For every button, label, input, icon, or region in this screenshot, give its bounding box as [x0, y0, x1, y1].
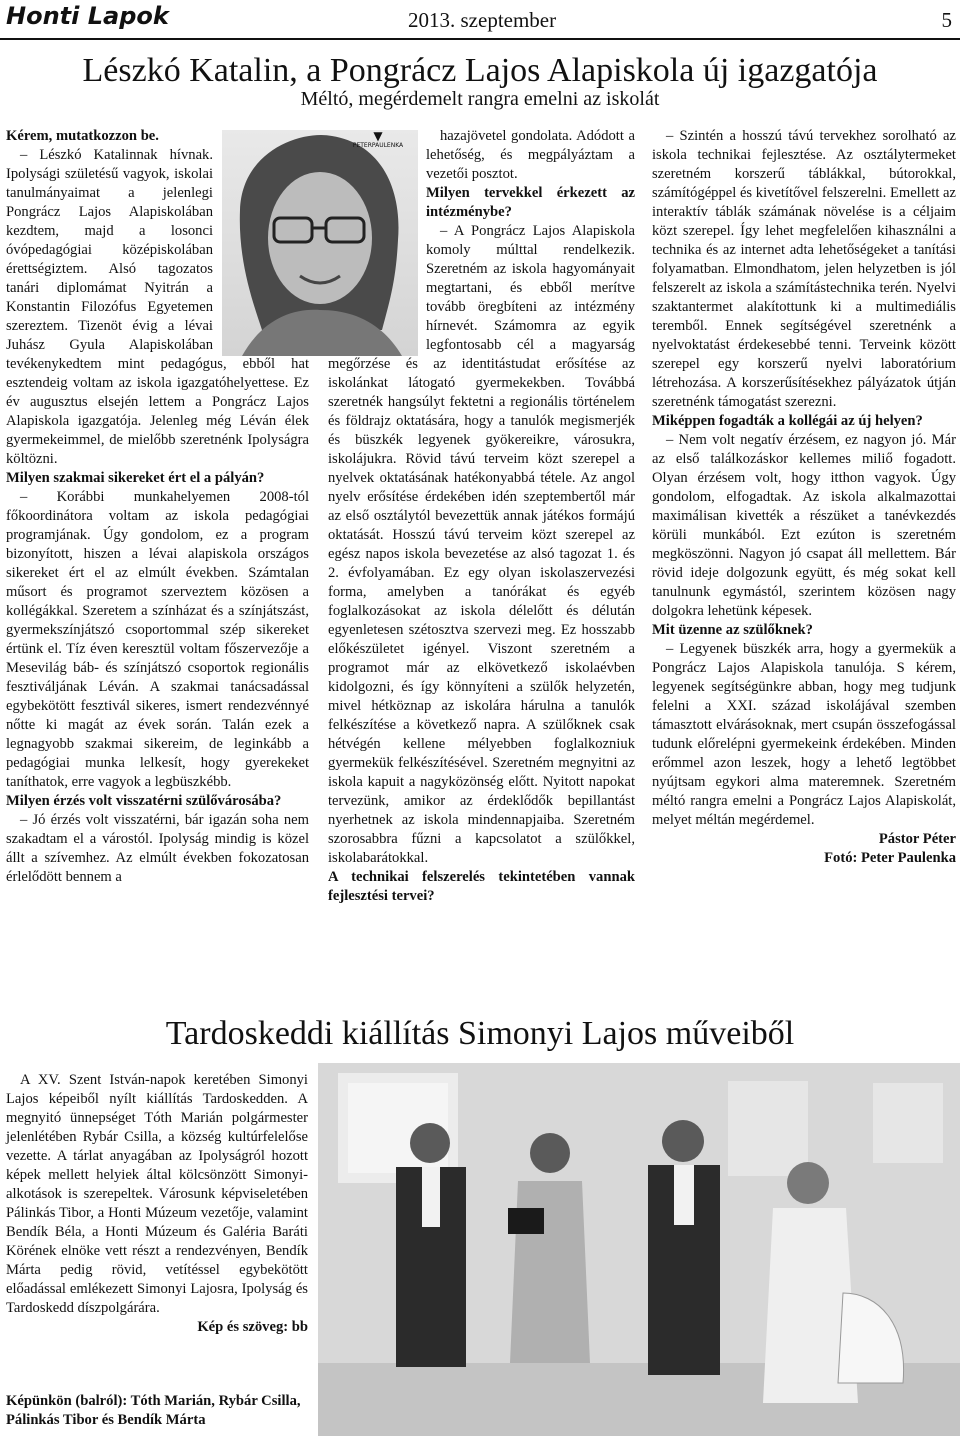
interview-answer: hazajövetel gondolata. Adódott a lehetőség, és megpályáztam a vezetői posztot.: [426, 128, 635, 182]
interview-question: Mit üzenne az szülőknek?: [652, 622, 813, 638]
photo-logo: ▼ PETERPAULENKA: [348, 130, 408, 150]
byline: Fotó: Peter Paulenka: [824, 850, 956, 866]
interview-question: Milyen érzés volt visszatérni szülővárosába?: [6, 793, 282, 809]
interview-question: Kérem, mutatkozzon be.: [6, 128, 159, 144]
interview-question: Milyen szakmai sikereket ért el a pályán?: [6, 470, 265, 486]
article-column-3: [652, 127, 956, 868]
interview-answer: – Lészkó Katalinnak hívnak. Ipolysági születésű vagyok, iskolai tanulmányaimat a jelenlegi Pongrácz Lajos Alapiskolában kezdtem, majd a losonci óvópedagógiai középiskolában érettségiztem. Alsó tagozatos tanári diplomámat Nyitrán a Konstantin Filozófus Egyetemen szereztem. Tizenöt évig a lévai Juhász Gyula Alapiskolában tevékenykedtem mint pedagógus, ebből hat esztendeig voltam az iskola igazgatóhelyettese. Ez év augusztus elsején lettem a Pongrácz Lajos Alapiskola igazgatója. Jelenleg még Léván élek gyermekeimmel, de mielőbb szeretnénk Ipolyságra költözni.: [6, 147, 309, 467]
issue-date: 2013. szeptember: [408, 8, 557, 32]
interview-question: Milyen tervekkel érkezett az intézménybe?: [426, 185, 635, 220]
interview-question: Miképpen fogadták a kollégái az új helyen?: [652, 413, 923, 429]
article2-body-column: [6, 1071, 308, 1337]
exhibition-illustration: [318, 1063, 960, 1436]
article2-title: Tardoskeddi kiállítás Simonyi Lajos műveiből: [165, 1015, 795, 1052]
interview-answer: – Jó érzés volt visszatérni, bár igazán soha nem szakadtam el a várostól. Ipolyság mindig is közel állt a szívemhez. Az elmúlt években fokozatosan érlelődött bennem a: [6, 812, 309, 885]
byline: Pástor Péter: [878, 831, 956, 847]
interview-answer: – A Pongrácz Lajos Alapiskola komoly múlttal rendelkezik. Szeretném az iskola hagyományait megtartani, és ebből merítve tovább öregbíteni az intézmény hírnevét. Számomra az egyik legfontosabb cél a magyarság megőrzése és az identitástudat erősítése az iskolánkat látogató gyermekekben. Továbbá szeretnék hangsúlyt fektetni a regionális történelem és földrajz oktatására, hogy a tanulók megismerjék és büszkék legyenek gyökereikre, városukra, iskolájukra. Rövid távú terveim közt szerepel a nyelvek oktatásának hatékonyabbá tétele. Az angol nyelv erősítése érdekében idén szeptembertől már az első osztálytól bevezettük annak játékos formájú oktatását. Hosszú távú terveim közt szerepel az egész napos iskola bevezetése az alsó tagozat 1. és 2. évfolyamában. Ez egy olyan iskolaszervezési forma, amelyben a tanórákat és egyéb foglalkozásokat az iskola délelőtt és délután egyenletesen szétosztva szervezi meg. Ez hosszabb előkészületet igényel. Viszont szeretném a programot már az elkövetkező iskolaévben kidolgozni, és így könnyíteni a szülők helyzetén, mivel hétköznap az iskolára hárulna a tanulók felkészítése a következő napra. A szülőknek csak hétvégén kellene mélyebben foglalkozniuk gyermekük felkészítésével. Szeretném megnyitni az iskola kapuit a nagyközönség előtt. Nyitott napokat tervezünk, amikor az érdeklődők bepillantást nyerhetnek az iskola mindennapjaiba. Szeretném szorosabbra fűzni a kapcsolatot a szülőkkel, iskolabarátokkal.: [328, 223, 635, 866]
article2-body: A XV. Szent István-napok keretében Simonyi Lajos képeiből nyílt kiállítás Tardoskedden. A megnyitó ünnepséget Tóth Marián polgármester jelenlétében Rybár Csilla, a község kultúrfelelőse vezette. A tárlat anyagában az Ipolyságról hozott képek mellett helyiek által kölcsönzött Simonyi-alkotások is szerepeltek. Városunk képviseletében Pálinkás Tibor, a Honti Múzeum vezetője, valamint Bendík Béla, a Honti Múzeum és Galéria Baráti Körének elnöke vett részt a rendezvényen, Bendík Márta pedig rövid, vetítéssel egybekötött előadással emlékezett Simonyi Lajosra, Ipolyság és Tardoskedd díszpolgárára.: [6, 1072, 308, 1316]
photo-float-spacer: [219, 127, 309, 353]
article-title: Lészkó Katalin, a Pongrácz Lajos Alapiskola új igazgatója: [82, 52, 878, 89]
interview-answer: – Korábbi munkahelyemen 2008-tól főkoordinátora voltam az iskola pedagógiai programjának. Úgy gondolom, ez a program bizonyított, hiszen a lévai alapiskola országos sikereket ért el az elmúlt években. Számtalan műsort és programot szerveztem közösen a kollégákkal. Szeretem a színházat és a színjátszást, gyermekszínjátszó csoportommal szép sikereket értünk el. Tíz éven keresztül voltam főszervezője a Mesevilág báb- és színjátszó csoportok regionális fesztiváljának Léván. A szakmai tanácsadással egybekötött fesztivál sikeres, ismert rendezvénnyé nőtte ki magát az évek során. Talán ezek a legnagyobb szakmai sikereim, de leginkább a pedagógiai munka lelkesít, hogy gyerekeket taníthatok, erre vagyok a legbüszkébb.: [6, 489, 309, 790]
article-column-1: [6, 127, 309, 887]
exhibition-photo: [318, 1063, 960, 1436]
photo-float-spacer: [328, 127, 420, 355]
interview-answer: – Nem volt negatív érzésem, ez nagyon jó. Már az első találkozáskor kellemes miliő fogadott. Olyan érzésem volt, hogy itthon vagyok. Úgy gondolom, elfogadtak. Az iskola alkalmazottai maximálisan kivették a részüket a tanévkezdés körüli munkából. Ezt ezúton is szeretném megköszönni. Nagyon jó csapat áll mellettem. Bár rövid ideje dolgozunk együtt, és még sokat kell tanulnunk egymástól, szerintem közösen nagy dolgokra lehetünk képesek.: [652, 432, 956, 619]
newspaper-name: Honti Lapok: [6, 2, 169, 30]
article2-credit: Kép és szöveg: bb: [197, 1319, 308, 1335]
interview-answer: – Legyenek büszkék arra, hogy a gyermekük a Pongrácz Lajos Alapiskola tanulója. S kérem, legyenek segítségünkre abban, hogy meg tudjunk felelni a XXI. század iskolájával szemben támasztott elvárásoknak, mert csupán összefogással tudunk előrelépni gyermekeink érdekében. Minden erőmmel azon leszek, hogy a lehető legtöbbet nyújtsam egykori alma materemnek. Szeretném méltó rangra emelni a Pongrácz Lajos Alapiskolát, melyet méltán megérdemel.: [652, 641, 956, 828]
logo-mark-icon: ▼: [373, 129, 383, 143]
interview-answer: – Szintén a hosszú távú tervekhez sorolható az iskola technikai fejlesztése. Az osztálytermeket szeretném korszerű táblákkal, bútorokkal, számítógéppel és kivetítővel felszerelni. Emellett az interaktív táblák számának növelése is a céljaim közt szerepel. Így lehet megfelelően kihasználni a technika és az internet adta lehetőségeket a tanítási folyamatban. Elmondhatom, jelen helyzetben is jól felszerelt az iskola a számítástechnika terén. Nyelvi szaktantermet alakítottunk ki a multimediális teremből. Ennek segítségével szeretnénk a nyelvoktatást érdekesebbé tenni. Terveink között szerepel egy korszerű nyelvi laboratórium létrehozása. A korszerűsítésekhez pályázatok útján szeretnénk támogatást szerezni.: [652, 128, 956, 410]
page-number: 5: [941, 8, 952, 32]
article-subtitle: Méltó, megérdemelt rangra emelni az iskolát: [300, 88, 660, 110]
article-column-2: [328, 127, 635, 906]
header-rule: [0, 38, 960, 40]
photo-caption: Képünkön (balról): Tóth Marián, Rybár Csilla, Pálinkás Tibor és Bendík Márta: [6, 1393, 301, 1428]
interview-question: A technikai felszerelés tekintetében vannak fejlesztési tervei?: [328, 869, 635, 904]
